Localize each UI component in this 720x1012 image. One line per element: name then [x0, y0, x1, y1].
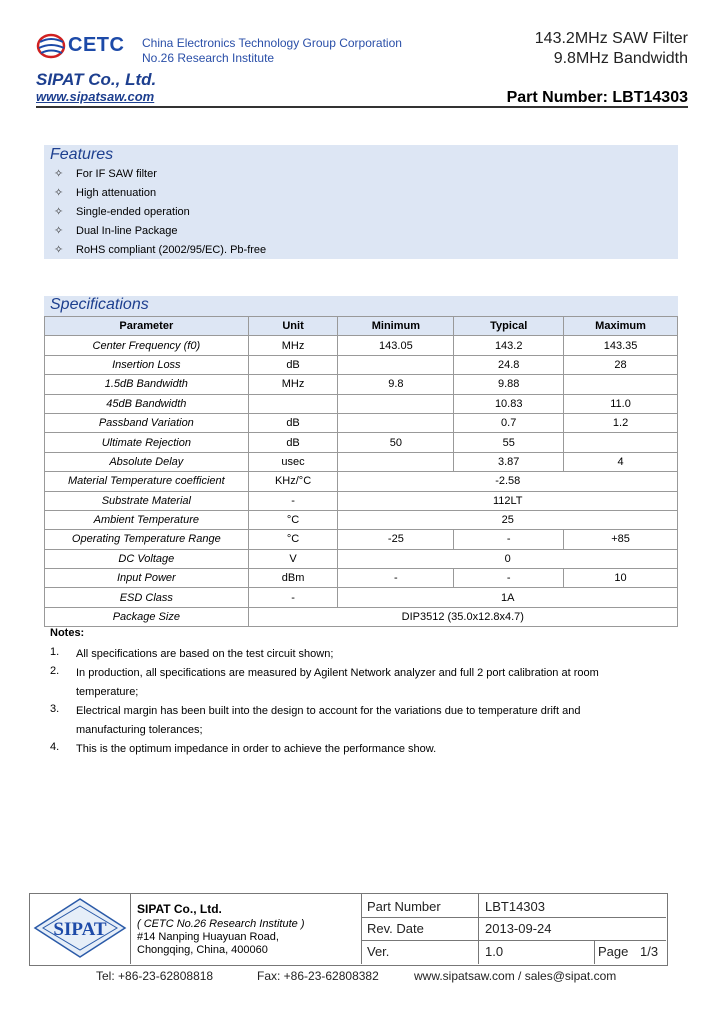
table-cell: 1A — [338, 588, 678, 607]
table-cell: 143.05 — [338, 336, 454, 355]
table-cell: -25 — [338, 530, 454, 549]
company-name: SIPAT Co., Ltd. — [36, 70, 157, 89]
table-row — [45, 452, 678, 471]
parameter-cell: Input Power — [45, 569, 249, 588]
table-cell: dB — [248, 413, 338, 432]
features-title: Features — [50, 146, 114, 163]
column-header: Unit — [248, 317, 338, 336]
parameter-cell: Passband Variation — [45, 413, 249, 432]
table-row — [45, 472, 678, 491]
note-text: This is the optimum impedance in order to achieve the performance show. — [76, 743, 437, 755]
footer-address-institute: ( CETC No.26 Research Institute ) — [137, 918, 305, 930]
table-row — [45, 569, 678, 588]
diamond-bullet-icon: ✧ — [54, 168, 64, 180]
table-cell: 3.87 — [454, 452, 564, 471]
footer-company: SIPAT Co., Ltd. — [137, 902, 222, 916]
table-cell: 24.8 — [454, 355, 564, 374]
version-value: 1.0 — [485, 944, 504, 959]
sipat-logo-text: SIPAT — [53, 919, 107, 940]
page-value: 1/3 — [640, 944, 659, 959]
part-number-heading: Part Number: LBT14303 — [506, 89, 688, 106]
table-cell: - — [248, 588, 338, 607]
parameter-cell: Insertion Loss — [45, 355, 249, 374]
table-cell: DIP3512 (35.0x12.8x4.7) — [248, 607, 677, 626]
table-cell: 143.35 — [564, 336, 678, 355]
table-cell: 11.0 — [564, 394, 678, 413]
table-cell: - — [338, 569, 454, 588]
table-cell — [338, 452, 454, 471]
corp-name-line1: China Electronics Technology Group Corporation — [142, 36, 402, 50]
table-row — [45, 413, 678, 432]
header-divider — [36, 106, 688, 108]
table-cell: 0 — [338, 549, 678, 568]
footer-divider-2 — [361, 894, 362, 964]
table-cell: 143.2 — [454, 336, 564, 355]
diamond-bullet-icon: ✧ — [54, 225, 64, 237]
footer-row-rule-2 — [362, 940, 666, 941]
feature-text: For IF SAW filter — [76, 168, 157, 180]
note-number: 4. — [50, 741, 60, 753]
feature-text: High attenuation — [76, 187, 157, 199]
column-header: Typical — [454, 317, 564, 336]
table-row — [45, 607, 678, 626]
table-cell — [338, 394, 454, 413]
footer-divider-4 — [594, 940, 595, 964]
table-cell: dB — [248, 355, 338, 374]
column-header: Minimum — [338, 317, 454, 336]
table-cell: °C — [248, 510, 338, 529]
notes-title: Notes: — [50, 627, 85, 639]
table-cell: V — [248, 549, 338, 568]
page-label: Page — [598, 944, 629, 959]
table-header-row — [45, 317, 678, 336]
table-cell: KHz/°C — [248, 472, 338, 491]
parameter-cell: Ambient Temperature — [45, 510, 249, 529]
parameter-cell: Absolute Delay — [45, 452, 249, 471]
footer-address-city: Chongqing, China, 400060 — [137, 944, 268, 956]
table-row — [45, 394, 678, 413]
note-number: 3. — [50, 703, 60, 715]
table-cell: MHz — [248, 336, 338, 355]
table-row — [45, 530, 678, 549]
feature-item — [54, 243, 266, 256]
parameter-cell: Operating Temperature Range — [45, 530, 249, 549]
parameter-cell: Material Temperature coefficient — [45, 472, 249, 491]
note-text: In production, all specifications are measured by Agilent Network analyzer and full 2 port calibration at room temperature; — [76, 667, 599, 698]
table-cell: 10 — [564, 569, 678, 588]
table-row — [45, 491, 678, 510]
table-cell: dB — [248, 433, 338, 452]
version-label: Ver. — [367, 944, 390, 959]
table-cell: - — [454, 569, 564, 588]
footer-row-rule-1 — [362, 917, 666, 918]
footer-address-street: #14 Nanping Huayuan Road, — [137, 931, 279, 943]
features-section — [44, 145, 678, 259]
table-cell: 4 — [564, 452, 678, 471]
note-number: 2. — [50, 665, 60, 677]
table-cell: 112LT — [338, 491, 678, 510]
table-row — [45, 549, 678, 568]
table-cell: -2.58 — [338, 472, 678, 491]
note-text: Electrical margin has been built into the design to account for the variations due to temperature drift and manufacturing tolerances; — [76, 705, 581, 736]
cetc-logo-text: CETC — [68, 34, 125, 56]
footer-divider-1 — [130, 894, 131, 964]
table-cell: 25 — [338, 510, 678, 529]
table-cell: - — [454, 530, 564, 549]
parameter-cell: ESD Class — [45, 588, 249, 607]
footer-tel: Tel: +86-23-62808818 — [96, 969, 214, 983]
footer-fax: Fax: +86-23-62808382 — [257, 969, 379, 983]
table-row — [45, 355, 678, 374]
table-cell: usec — [248, 452, 338, 471]
table-cell: 9.88 — [454, 375, 564, 394]
table-cell: - — [248, 491, 338, 510]
diamond-bullet-icon: ✧ — [54, 244, 64, 256]
feature-text: Single-ended operation — [76, 206, 190, 218]
parameter-cell: Substrate Material — [45, 491, 249, 510]
feature-text: Dual In-line Package — [76, 225, 178, 237]
rev-date-label: Rev. Date — [367, 921, 424, 936]
specifications-title: Specifications — [50, 296, 149, 313]
table-cell: 9.8 — [338, 375, 454, 394]
table-cell — [338, 413, 454, 432]
table-cell — [564, 433, 678, 452]
product-title: 143.2MHz SAW Filter — [534, 30, 688, 47]
feature-item — [54, 186, 156, 199]
table-cell — [564, 375, 678, 394]
table-row — [45, 588, 678, 607]
parameter-cell: Package Size — [45, 607, 249, 626]
table-row — [45, 375, 678, 394]
feature-text: RoHS compliant (2002/95/EC). Pb-free — [76, 244, 267, 256]
parameter-cell: DC Voltage — [45, 549, 249, 568]
table-cell: 50 — [338, 433, 454, 452]
parameter-cell: 45dB Bandwidth — [45, 394, 249, 413]
table-cell: +85 — [564, 530, 678, 549]
feature-item — [54, 167, 157, 180]
column-header: Maximum — [564, 317, 678, 336]
note-text: All specifications are based on the test circuit shown; — [76, 648, 334, 660]
table-cell — [338, 355, 454, 374]
parameter-cell: 1.5dB Bandwidth — [45, 375, 249, 394]
parameter-cell: Ultimate Rejection — [45, 433, 249, 452]
table-row — [45, 510, 678, 529]
column-header: Parameter — [45, 317, 249, 336]
table-cell: °C — [248, 530, 338, 549]
diamond-bullet-icon: ✧ — [54, 187, 64, 199]
sipat-logo — [33, 897, 127, 959]
diamond-bullet-icon: ✧ — [54, 206, 64, 218]
table-cell — [248, 394, 338, 413]
table-cell: 0.7 — [454, 413, 564, 432]
table-cell: 28 — [564, 355, 678, 374]
table-row — [45, 433, 678, 452]
rev-date-value: 2013-09-24 — [485, 921, 552, 936]
table-cell: 10.83 — [454, 394, 564, 413]
table-cell: dBm — [248, 569, 338, 588]
corp-name-line2: No.26 Research Institute — [142, 51, 275, 65]
specifications-table — [44, 316, 678, 627]
feature-item — [54, 224, 178, 237]
specifications-header — [44, 296, 678, 316]
parameter-cell: Center Frequency (f0) — [45, 336, 249, 355]
note-number: 1. — [50, 646, 60, 658]
footer-web-email[interactable]: www.sipatsaw.com / sales@sipat.com — [414, 969, 617, 983]
company-url[interactable]: www.sipatsaw.com — [36, 89, 155, 104]
table-cell: 55 — [454, 433, 564, 452]
part-number-label: Part Number — [367, 899, 441, 914]
part-number-value: LBT14303 — [485, 899, 545, 914]
table-row — [45, 336, 678, 355]
product-subtitle: 9.8MHz Bandwidth — [553, 50, 688, 67]
footer-divider-3 — [478, 894, 479, 964]
table-cell: 1.2 — [564, 413, 678, 432]
feature-item — [54, 205, 190, 218]
table-cell: MHz — [248, 375, 338, 394]
